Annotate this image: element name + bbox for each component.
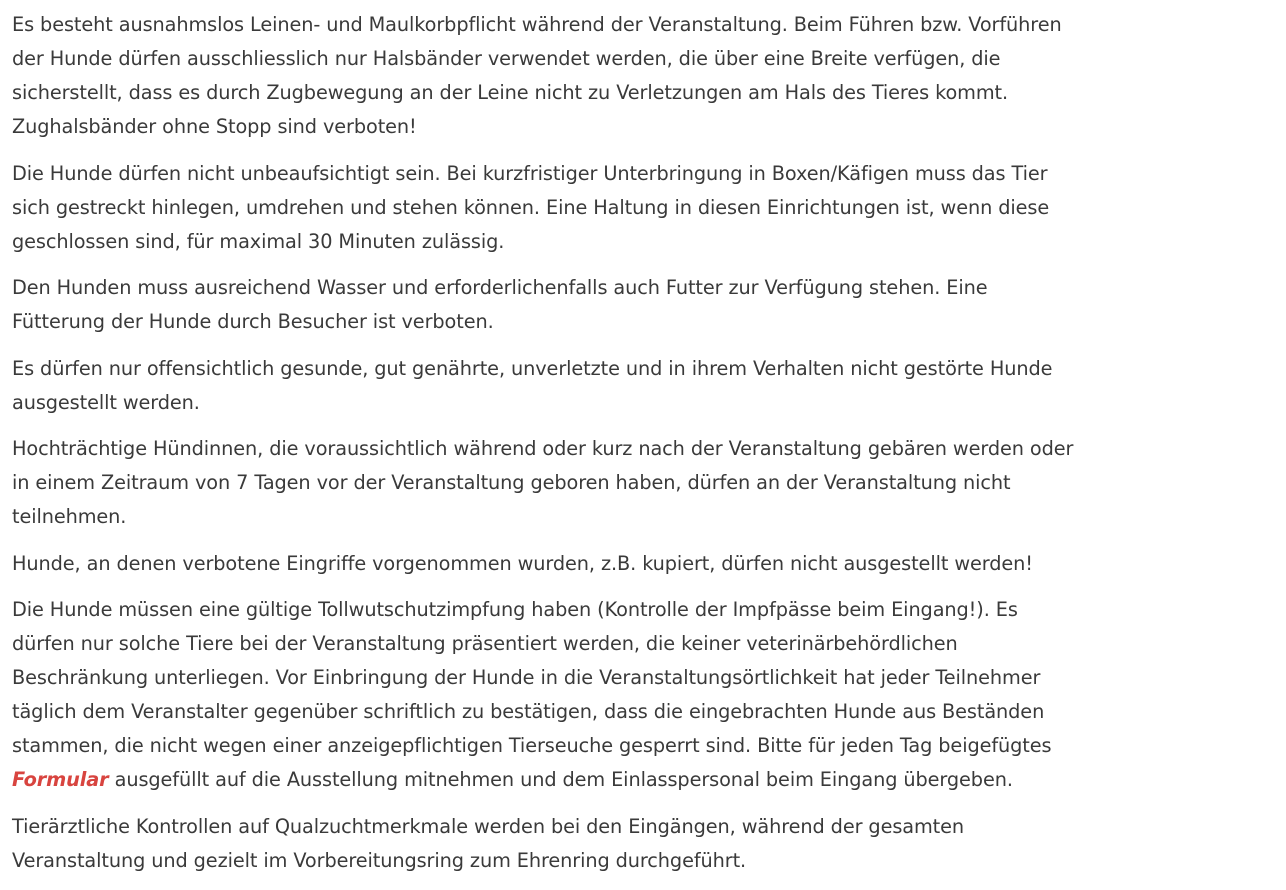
paragraph-supervision: Die Hunde dürfen nicht unbeaufsichtigt sein. Bei kurzfristiger Unterbringung in Boxen/Käfigen muss das Tier sich gestreckt hinlegen, umdrehen und stehen können. Eine Haltung in diesen Einrichtungen ist, wenn diese geschlossen sind, für maximal 30 Minuten zulässig. (12, 161, 1050, 253)
paragraph-leash-muzzle: Es besteht ausnahmslos Leinen- und Maulkorbpflicht während der Veranstaltung. Beim Führen bzw. Vorführen der Hunde dürfen ausschliesslich nur Halsbänder verwendet werden, die über eine Breite verfügen, die sicherstellt, dass es durch Zugbewegung an der Leine nicht zu Verletzungen am Hals des Tieres kommt. Zughalsbänder ohne Stopp sind verboten! (12, 13, 1062, 138)
rabies-text-before: Die Hunde müssen eine gültige Tollwutschutzimpfung haben (Kontrolle der Impfpässe beim Eingang!). Es dürfen nur solche Tiere bei der Veranstaltung präsentiert werden, die keiner veterinärbehördlichen Beschränkung unterliegen. Vor Einbringung der Hunde in die Veranstaltungsörtlichkeit hat jeder Teilnehmer täglich dem Veranstalter gegenüber schriftlich zu bestätigen, dass die eingebrachten Hunde aus Beständen stammen, die nicht wegen einer anzeigepflichtigen Tierseuche gesperrt sind. Bitte für jeden Tag beigefügtes (12, 598, 1052, 757)
paragraph-water-food: Den Hunden muss ausreichend Wasser und erforderlichenfalls auch Futter zur Verfügung stehen. Eine Fütterung der Hunde durch Besucher ist verboten. (12, 276, 988, 333)
paragraph-healthy-dogs: Es dürfen nur offensichtlich gesunde, gut genährte, unverletzte und in ihrem Verhalten nicht gestörte Hunde ausgestellt werden. (12, 356, 1053, 414)
rabies-text-after: ausgefüllt auf die Ausstellung mitnehmen und dem Einlasspersonal beim Eingang übergeben. (108, 768, 1013, 791)
rules-text (12, 8, 1080, 890)
paragraph-rabies-vaccination (12, 593, 1080, 797)
paragraph-vet-controls: Tierärztliche Kontrollen auf Qualzuchtmerkmale werden bei den Eingängen, während der gesamten Veranstaltung und gezielt im Vorbereitungsring zum Ehrenring durchgeführt. (12, 814, 965, 872)
paragraph-pregnant-dogs: Hochträchtige Hündinnen, die voraussichtlich während oder kurz nach der Veranstaltung gebären werden oder in einem Zeitraum von 7 Tagen vor der Veranstaltung geboren haben, dürfen an der Veranstaltung nicht teilnehmen. (12, 437, 1074, 528)
paragraph-prohibited-interventions: Hunde, an denen verbotene Eingriffe vorgenommen wurden, z.B. kupiert, dürfen nicht ausgestellt werden! (12, 551, 1033, 575)
formular-link[interactable]: Formular (12, 768, 109, 791)
